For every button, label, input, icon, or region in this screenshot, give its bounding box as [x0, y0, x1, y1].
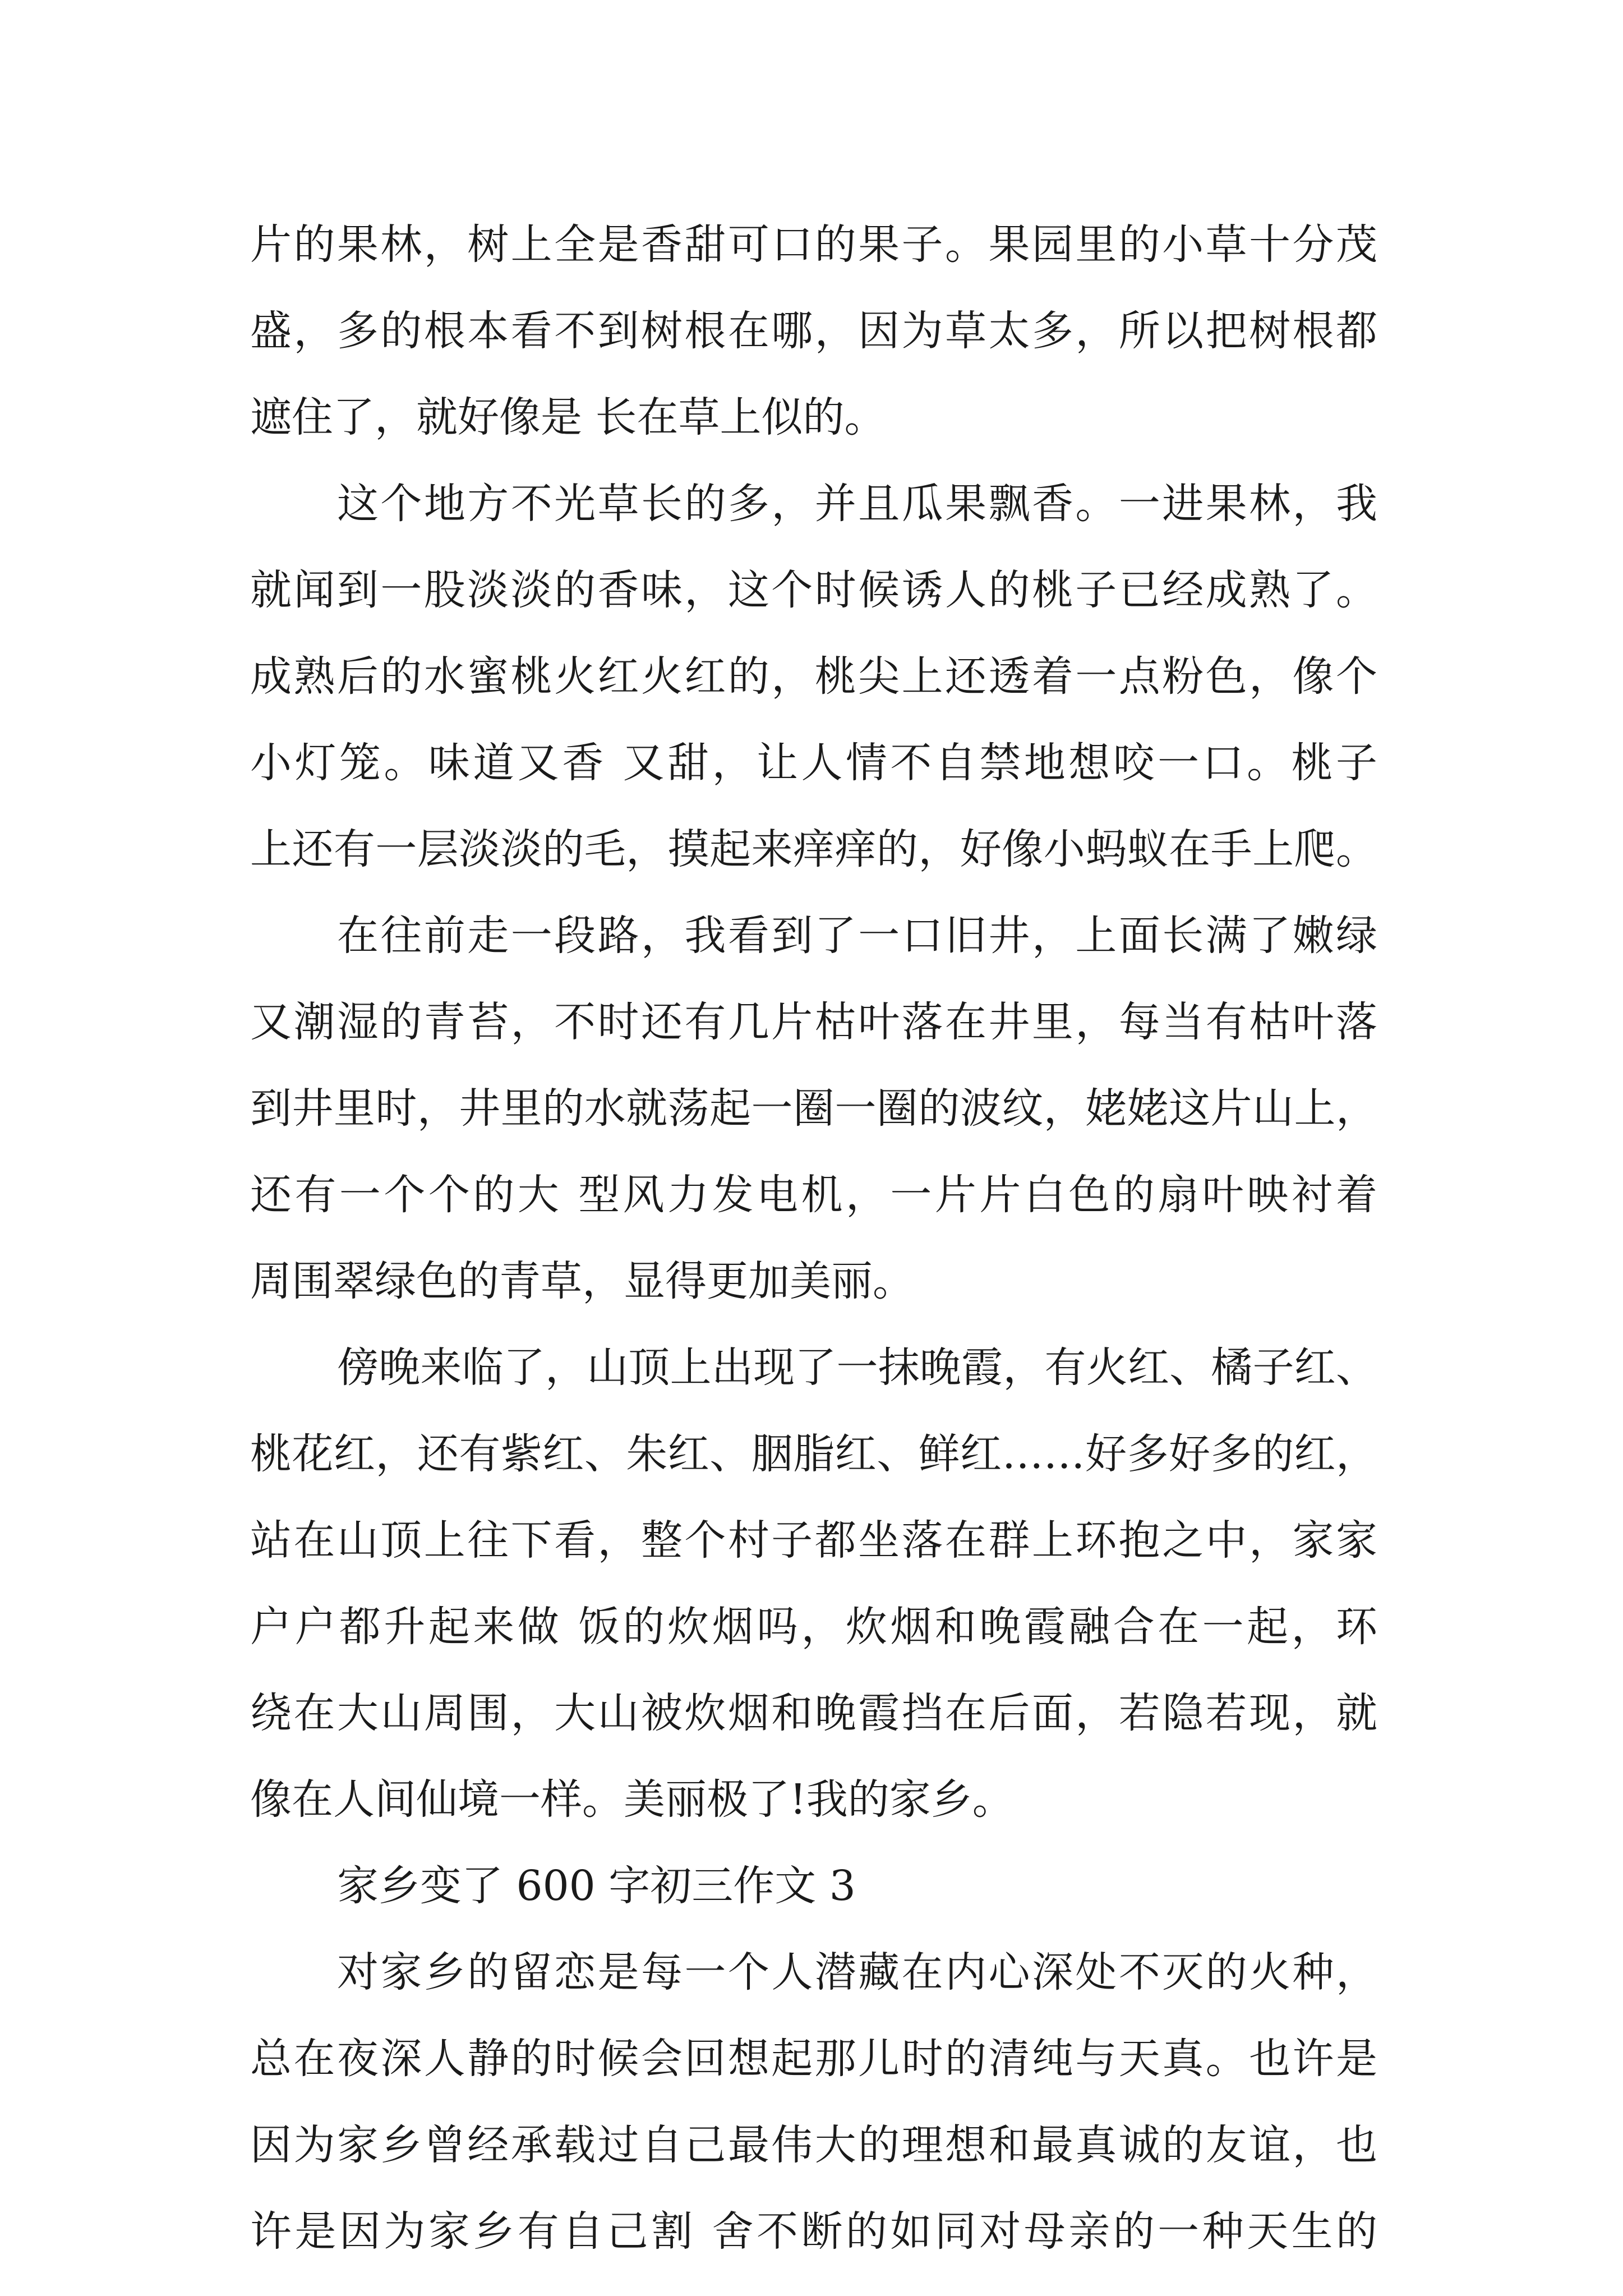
- text-line: 到井里时，井里的水就荡起一圈一圈的波纹，姥姥这片山上，: [250, 1084, 1377, 1133]
- section-heading: 家乡变了 600 字初三作文 3: [337, 1862, 856, 1910]
- text-line: 小灯笼。味道又香 又甜，让人情不自禁地想咬一口。桃子: [250, 739, 1377, 787]
- text-line: 上还有一层淡淡的毛，摸起来痒痒的，好像小蚂蚁在手上爬。: [250, 825, 1377, 873]
- paragraph-first-line: 这个地方不光草长的多，并且瓜果飘香。一进果林，我: [337, 480, 1377, 528]
- paragraph-first-line: 在往前走一段路，我看到了一口旧井，上面长满了嫩绿: [337, 912, 1377, 960]
- text-line: 桃花红，还有紫红、朱红、胭脂红、鲜红……好多好多的红，: [250, 1430, 1377, 1478]
- paragraph-first-line: 傍晚来临了，山顶上出现了一抹晚霞，有火红、橘子红、: [337, 1343, 1377, 1392]
- text-line: 片的果林，树上全是香甜可口的果子。果园里的小草十分茂: [250, 220, 1377, 269]
- text-line: 站在山顶上往下看，整个村子都坐落在群上环抱之中，家家: [250, 1516, 1377, 1565]
- text-line: 又潮湿的青苔，不时还有几片枯叶落在井里，每当有枯叶落: [250, 998, 1377, 1046]
- text-line: 总在夜深人静的时候会回想起那儿时的清纯与天真。也许是: [250, 2035, 1377, 2083]
- text-line: 绕在大山周围，大山被炊烟和晚霞挡在后面，若隐若现，就: [250, 1689, 1377, 1737]
- text-line: 盛，多的根本看不到树根在哪，因为草太多，所以把树根都: [250, 307, 1377, 355]
- text-line: 遮住了，就好像是 长在草上似的。: [250, 393, 886, 441]
- text-line: 成熟后的水蜜桃火红火红的，桃尖上还透着一点粉色，像个: [250, 652, 1377, 701]
- paragraph-first-line: 对家乡的留恋是每一个人潜藏在内心深处不灭的火种，: [337, 1948, 1377, 1996]
- text-line: 许是因为家乡有自己割 舍不断的如同对母亲的一种天生的: [250, 2207, 1377, 2256]
- text-line: 周围翠绿色的青草，显得更加美丽。: [250, 1257, 914, 1305]
- text-line: 就闻到一股淡淡的香味，这个时候诱人的桃子已经成熟了。: [250, 566, 1377, 614]
- text-line: 户户都升起来做 饭的炊烟吗，炊烟和晚霞融合在一起，环: [250, 1603, 1377, 1651]
- text-line: 还有一个个的大 型风力发电机，一片片白色的扇叶映衬着: [250, 1171, 1377, 1219]
- text-line: 因为家乡曾经承载过自己最伟大的理想和最真诚的友谊，也: [250, 2121, 1377, 2169]
- text-line: 像在人间仙境一样。美丽极了!我的家乡。: [250, 1775, 1014, 1824]
